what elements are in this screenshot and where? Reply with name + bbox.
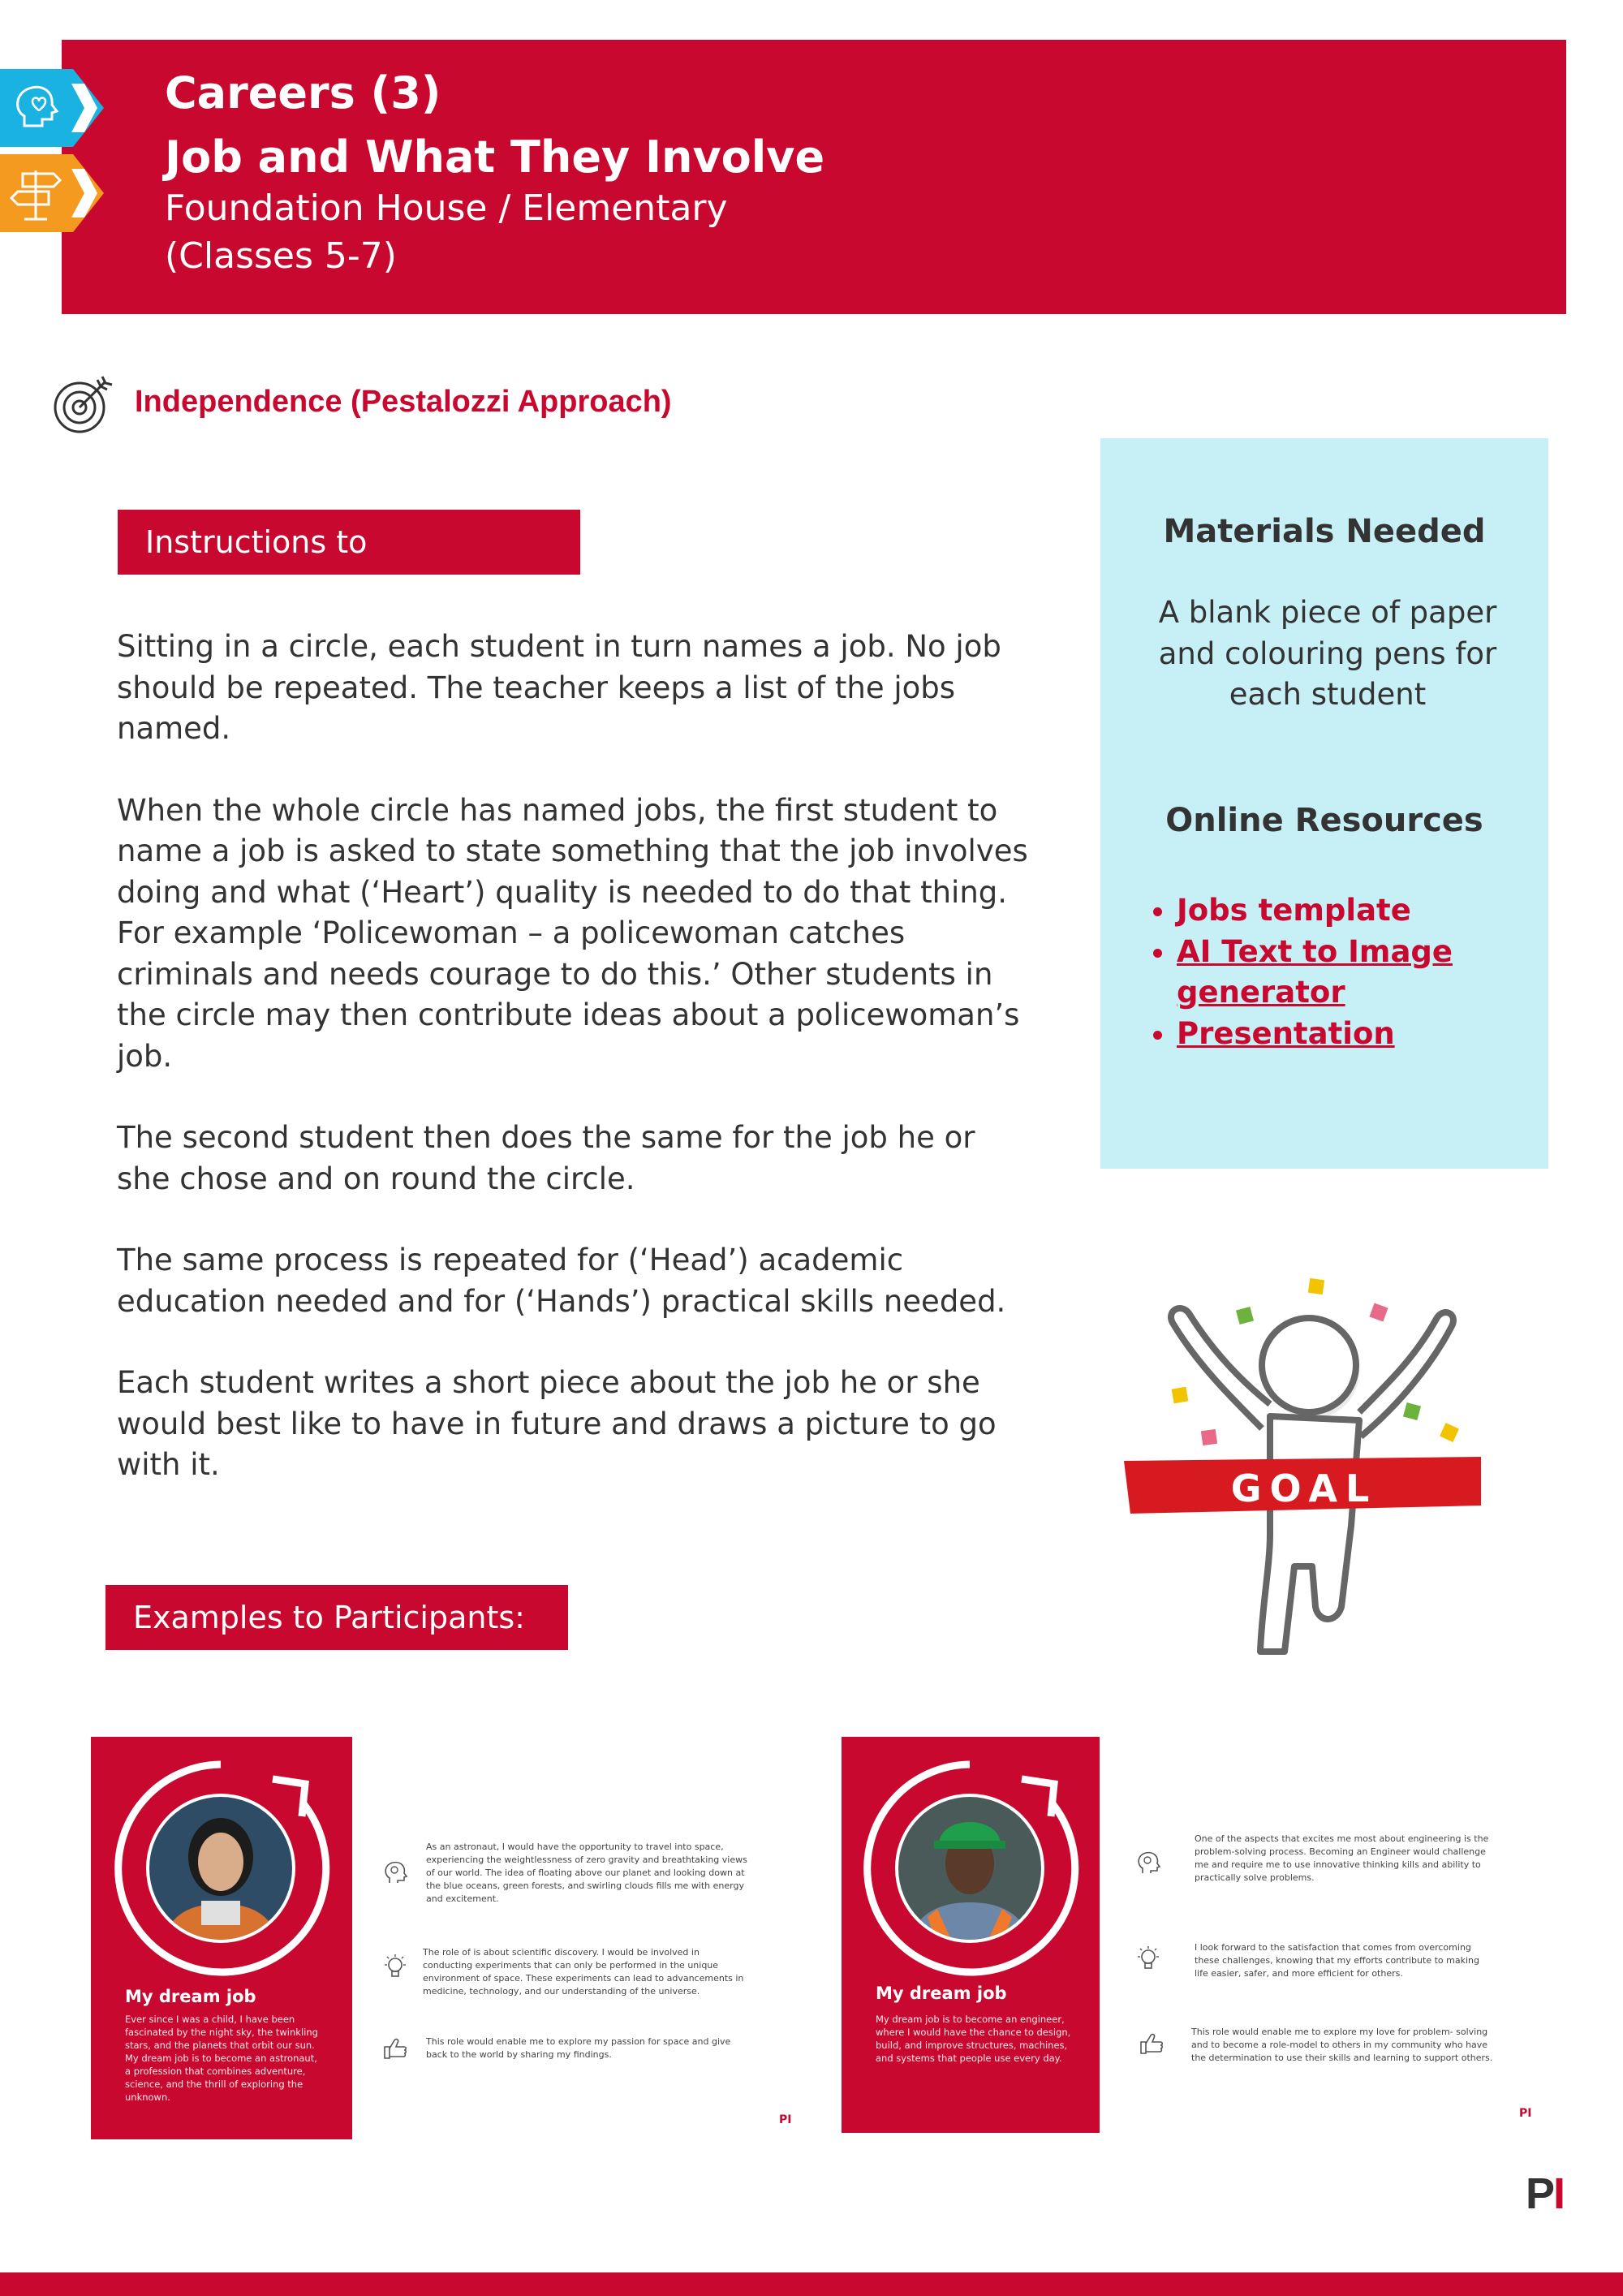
example-card-astronaut	[91, 1737, 352, 2139]
resource-item[interactable]	[1177, 1014, 1542, 1055]
instruction-paragraph: The second student then does the same for the job he or she chose and on round the circle.	[117, 1120, 975, 1196]
pi-logo	[1526, 2169, 1564, 2219]
engineer-portrait	[859, 1758, 1080, 1979]
card-logo: PI	[779, 2113, 792, 2126]
head-icon	[381, 1859, 409, 1886]
goal-illustration	[1124, 1266, 1497, 1672]
card-title: My dream job	[125, 1987, 256, 2006]
pi-logo-p: P	[1526, 2169, 1554, 2218]
card-logo: PI	[1519, 2107, 1532, 2120]
header-title-line1: Careers (3)	[165, 67, 441, 118]
instruction-paragraph: When the whole circle has named jobs, the first student to name a job is asked to state something that the job involves doing and what (‘Heart’) quality is needed to do that thing. For example ‘Policewoman – a policewoman catches criminals and needs courage to do this.’ Other students in the circle may then contribute ideas about a policewoman’s job.	[117, 792, 1028, 1074]
instruction-paragraph: The same process is repeated for (‘Head’) academic education needed and for (‘Hands’) practical skills needed.	[117, 1243, 1006, 1319]
lightbulb-icon	[381, 1953, 409, 1980]
example-point: This role would enable me to explore my love for problem- solving and to become a role-model to others in my community who have the determination to use their skills and learning to support others.	[1191, 2027, 1493, 2063]
materials-sidebar	[1100, 438, 1548, 1169]
example-point: I look forward to the satisfaction that comes from overcoming these challenges, knowing that my efforts contribute to making life easier, safer, and more efficient for others.	[1195, 1942, 1479, 1979]
instructions-text	[117, 627, 1034, 1527]
materials-heading: Materials Needed	[1163, 513, 1486, 550]
header-subtitle-line1: Foundation House / Elementary	[165, 187, 728, 229]
example-point: The role of is about scientific discovery. I would be involved in conducting experiments that can only be performed in the unique environment of space. These experiments can lead to advancements in medicine, technology, and our understanding of the universe.	[423, 1947, 744, 1997]
footer-bar	[0, 2272, 1623, 2296]
heart-head-icon	[0, 69, 104, 147]
resources-list	[1139, 890, 1542, 1054]
header-banner	[62, 40, 1566, 314]
target-icon	[52, 373, 114, 435]
examples-label: Examples to Participants:	[105, 1585, 568, 1650]
header-title-line2: Job and What They Involve	[165, 131, 825, 183]
lightbulb-icon	[1134, 1945, 1162, 1972]
hand-icon	[381, 2034, 409, 2061]
resource-ai-generator-link[interactable]: AI Text to Image generator	[1177, 933, 1453, 1010]
resource-jobs-template[interactable]: Jobs template	[1177, 893, 1411, 928]
hand-icon	[1138, 2029, 1165, 2057]
example-point: This role would enable me to explore my passion for space and give back to the world by sharing my findings.	[426, 2036, 731, 2060]
instruction-paragraph: Each student writes a short piece about the job he or she would best like to have in future and draws a picture to go with it.	[117, 1365, 997, 1482]
card-body: Ever since I was a child, I have been fascinated by the night sky, the twinkling stars, and the planets that orbit our sun. My dream job is to become an astronaut, a profession that combines adventure, science, and the thrill of exploring the unknown.	[125, 2014, 318, 2103]
header-subtitle-line2: (Classes 5-7)	[165, 235, 397, 277]
pi-logo-i: I	[1553, 2169, 1565, 2218]
card-title: My dream job	[876, 1984, 1007, 2003]
signpost-icon	[0, 154, 104, 232]
materials-text: A blank piece of paper and colouring pens for each student	[1158, 595, 1497, 712]
goal-banner-text: GOAL	[1230, 1467, 1378, 1510]
astronaut-portrait	[110, 1758, 331, 1979]
instruction-paragraph: Sitting in a circle, each student in turn names a job. No job should be repeated. The teacher keeps a list of the jobs named.	[117, 629, 1001, 746]
resource-item[interactable]	[1177, 932, 1542, 1014]
example-point: As an astronaut, I would have the opportunity to travel into space, experiencing the weightlessness of zero gravity and breathtaking views of our world. The idea of floating above our planet and looking down at the blue oceans, green forests, and swirling clouds fills me with energy and excitement.	[426, 1842, 747, 1904]
resource-presentation-link[interactable]: Presentation	[1177, 1015, 1395, 1051]
card-body: My dream job is to become an engineer, where I would have the chance to design, build, and improve structures, machines, and systems that people use every day.	[876, 2014, 1071, 2064]
instructions-label: Instructions to Participants:	[118, 510, 580, 575]
head-icon	[1134, 1849, 1162, 1876]
example-card-engineer	[842, 1737, 1100, 2133]
example-point: One of the aspects that excites me most about engineering is the problem-solving process. Becoming an Engineer would challenge me and require me to use innovative thinking kills and ability to practically solve problems.	[1195, 1833, 1489, 1883]
approach-label: Independence (Pestalozzi Approach)	[135, 385, 672, 419]
resource-item[interactable]	[1177, 890, 1542, 932]
resources-heading: Online Resources	[1165, 802, 1483, 839]
